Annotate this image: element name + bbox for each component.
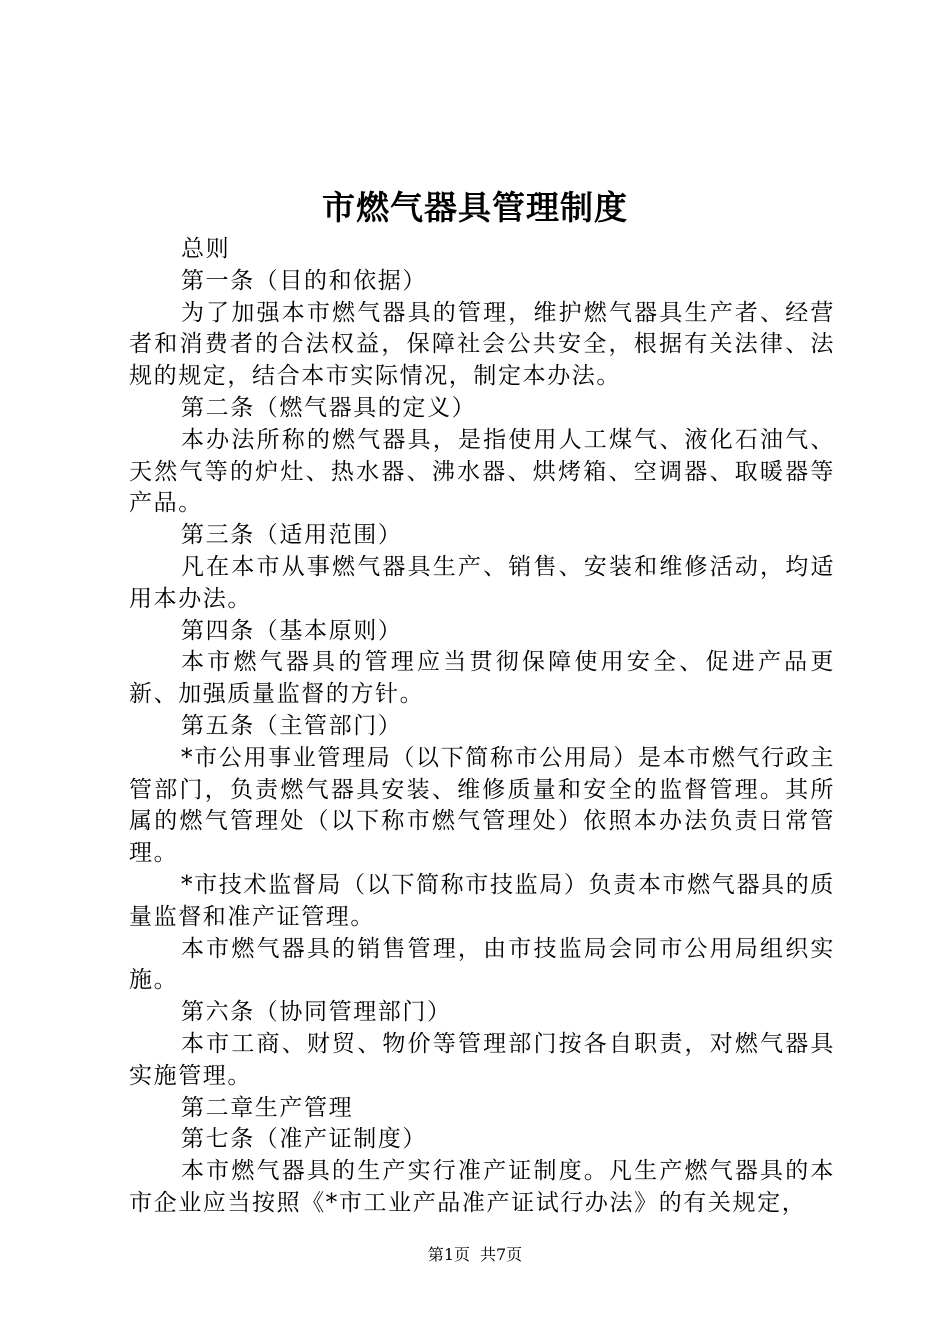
- body-paragraph: 本市燃气器具的生产实行准产证制度。凡生产燃气器具的本市企业应当按照《*市工业产品准产证试行办法》的有关规定，: [129, 1158, 835, 1216]
- section-heading: 第一条（目的和依据）: [181, 267, 427, 294]
- page-footer: [0, 1244, 950, 1266]
- document-title: 市燃气器具管理制度: [322, 188, 628, 227]
- section-heading: 第四条（基本原则）: [181, 617, 403, 644]
- body-paragraph: 本市工商、财贸、物价等管理部门按各自职责，对燃气器具实施管理。: [129, 1030, 835, 1089]
- section-heading: 第七条（准产证制度）: [181, 1126, 427, 1153]
- body-paragraph: 本市燃气器具的销售管理，由市技监局会同市公用局组织实施。: [129, 935, 835, 994]
- document-body: [129, 234, 835, 1220]
- section-heading: 第三条（适用范围）: [181, 522, 403, 549]
- section-heading: 第二章生产管理: [181, 1094, 354, 1121]
- body-paragraph: 凡在本市从事燃气器具生产、销售、安装和维修活动，均适用本办法。: [129, 553, 835, 612]
- body-paragraph: *市公用事业管理局（以下简称市公用局）是本市燃气行政主管部门，负责燃气器具安装、维修质量和安全的监督管理。其所属的燃气管理处（以下称市燃气管理处）依照本办法负责日常管理。: [129, 744, 835, 867]
- body-paragraph: 本市燃气器具的管理应当贯彻保障使用安全、促进产品更新、加强质量监督的方针。: [129, 649, 835, 708]
- page-number: 第1页: [427, 1245, 470, 1264]
- body-paragraph: 为了加强本市燃气器具的管理，维护燃气器具生产者、经营者和消费者的合法权益，保障社会公共安全，根据有关法律、法规的规定，结合本市实际情况，制定本办法。: [129, 299, 835, 390]
- page-total: 共7页: [480, 1245, 523, 1264]
- section-heading: 第五条（主管部门）: [181, 712, 403, 739]
- section-heading: 总则: [181, 236, 231, 262]
- body-paragraph: 本办法所称的燃气器具，是指使用人工煤气、液化石油气、天然气等的炉灶、热水器、沸水器、烘烤箱、空调器、取暖器等产品。: [129, 426, 835, 517]
- section-heading: 第二条（燃气器具的定义）: [181, 394, 477, 421]
- section-heading: 第六条（协同管理部门）: [181, 999, 452, 1026]
- body-paragraph: *市技术监督局（以下简称市技监局）负责本市燃气器具的质量监督和准产证管理。: [129, 871, 835, 930]
